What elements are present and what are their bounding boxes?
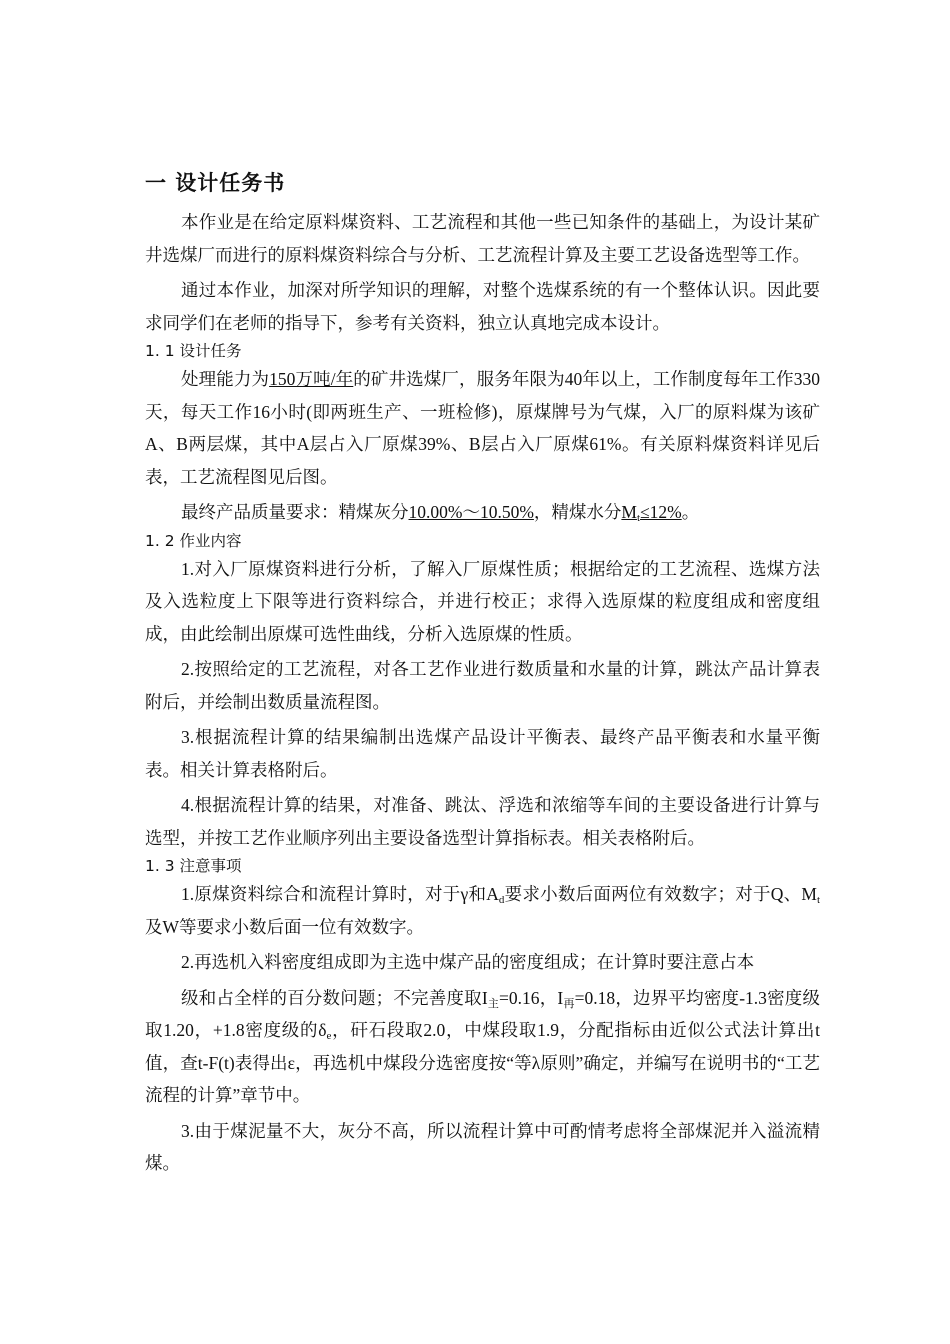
- section-title: 一 设计任务书: [145, 171, 286, 195]
- note-1: 1.原煤资料综合和流程计算时，对于γ和$A_d$要求小数后面两位有效数字；对于Q、$M_t$及W等要求小数后面一位有效数字。: [145, 884, 821, 937]
- moisture-limit: ≤12%: [640, 502, 682, 522]
- heading-1-1: 1. 1 设计任务: [145, 342, 242, 360]
- heading-1-2: 1. 2 作业内容: [145, 531, 242, 550]
- task-paragraph: 处理能力为150万吨/年的矿井选煤厂，服务年限为40年以上，工作制度每年工作330天，每天工作16小时(即两班生产、一班检修)，原煤牌号为气煤，入厂的原料煤为该矿A、B两层煤，其中A层占入厂原煤39%、B层占入厂原煤61%。有关原料煤资料详见后表，工艺流程图见后图。: [145, 369, 820, 487]
- moisture-symbol: $M_t$: [621, 502, 641, 524]
- note-3: 3.由于煤泥量不大，灰分不高，所以流程计算中可酌情考虑将全部煤泥并入溢流精煤。: [145, 1120, 820, 1173]
- intro-paragraph-1: 本作业是在给定原料煤资料、工艺流程和其他一些已知条件的基础上，为设计某矿井选煤厂而进行的原料煤资料综合与分析、工艺流程计算及主要工艺设备选型等工作。: [145, 212, 820, 265]
- document-page: [145, 166, 820, 1183]
- quality-paragraph: 最终产品质量要求：精煤灰分10.00%～10.50%，精煤水分$M_t\le 12\%$。: [181, 502, 700, 524]
- content-item-4: 4.根据流程计算的结果，对准备、跳汰、浮选和浓缩等车间的主要设备进行计算与选型，并按工艺作业顺序列出主要设备选型计算指标表。相关表格附后。: [145, 795, 820, 848]
- content-item-2: 2.按照给定的工艺流程，对各工艺作业进行数质量和水量的计算，跳汰产品计算表附后，并绘制出数质量流程图。: [145, 659, 820, 712]
- ash-range: 10.00%～10.50%: [408, 502, 534, 522]
- note-2: 2.再选机入料密度组成即为主选中煤产品的密度组成；在计算时要注意占本: [181, 952, 755, 972]
- content-item-3: 3.根据流程计算的结果编制出选煤产品设计平衡表、最终产品平衡表和水量平衡表。相关计算表格附后。: [145, 727, 820, 780]
- intro-paragraph-2: 通过本作业，加深对所学知识的理解，对整个选煤系统的有一个整体认识。因此要求同学们在老师的指导下，参考有关资料，独立认真地完成本设计。: [145, 280, 820, 333]
- note-2-continued: 级和占全样的百分数问题；不完善度取$I_主=0.16$，$I_再=0.18$，边界平均密度-1.3密度级取1.20，+1.8密度级的$\delta_e$，矸石段取2.0，中煤段取1.9，分配指标由近似公式法计算出t值，查t-F(t)表得出ε，再选机中煤段分选密度按“等λ原则”确定，并编写在说明书的“工艺流程的计算”章节中。: [145, 987, 821, 1105]
- content-item-1: 1.对入厂原煤资料进行分析，了解入厂原煤性质；根据给定的工艺流程、选煤方法及入选粒度上下限等进行资料综合，并进行校正；求得入选原煤的粒度组成和密度组成，由此绘制出原煤可选性曲线，分析入选原煤的性质。: [145, 558, 820, 644]
- capacity-value: 150万吨/年: [269, 369, 354, 389]
- heading-1-3: 1. 3 注意事项: [145, 857, 242, 875]
